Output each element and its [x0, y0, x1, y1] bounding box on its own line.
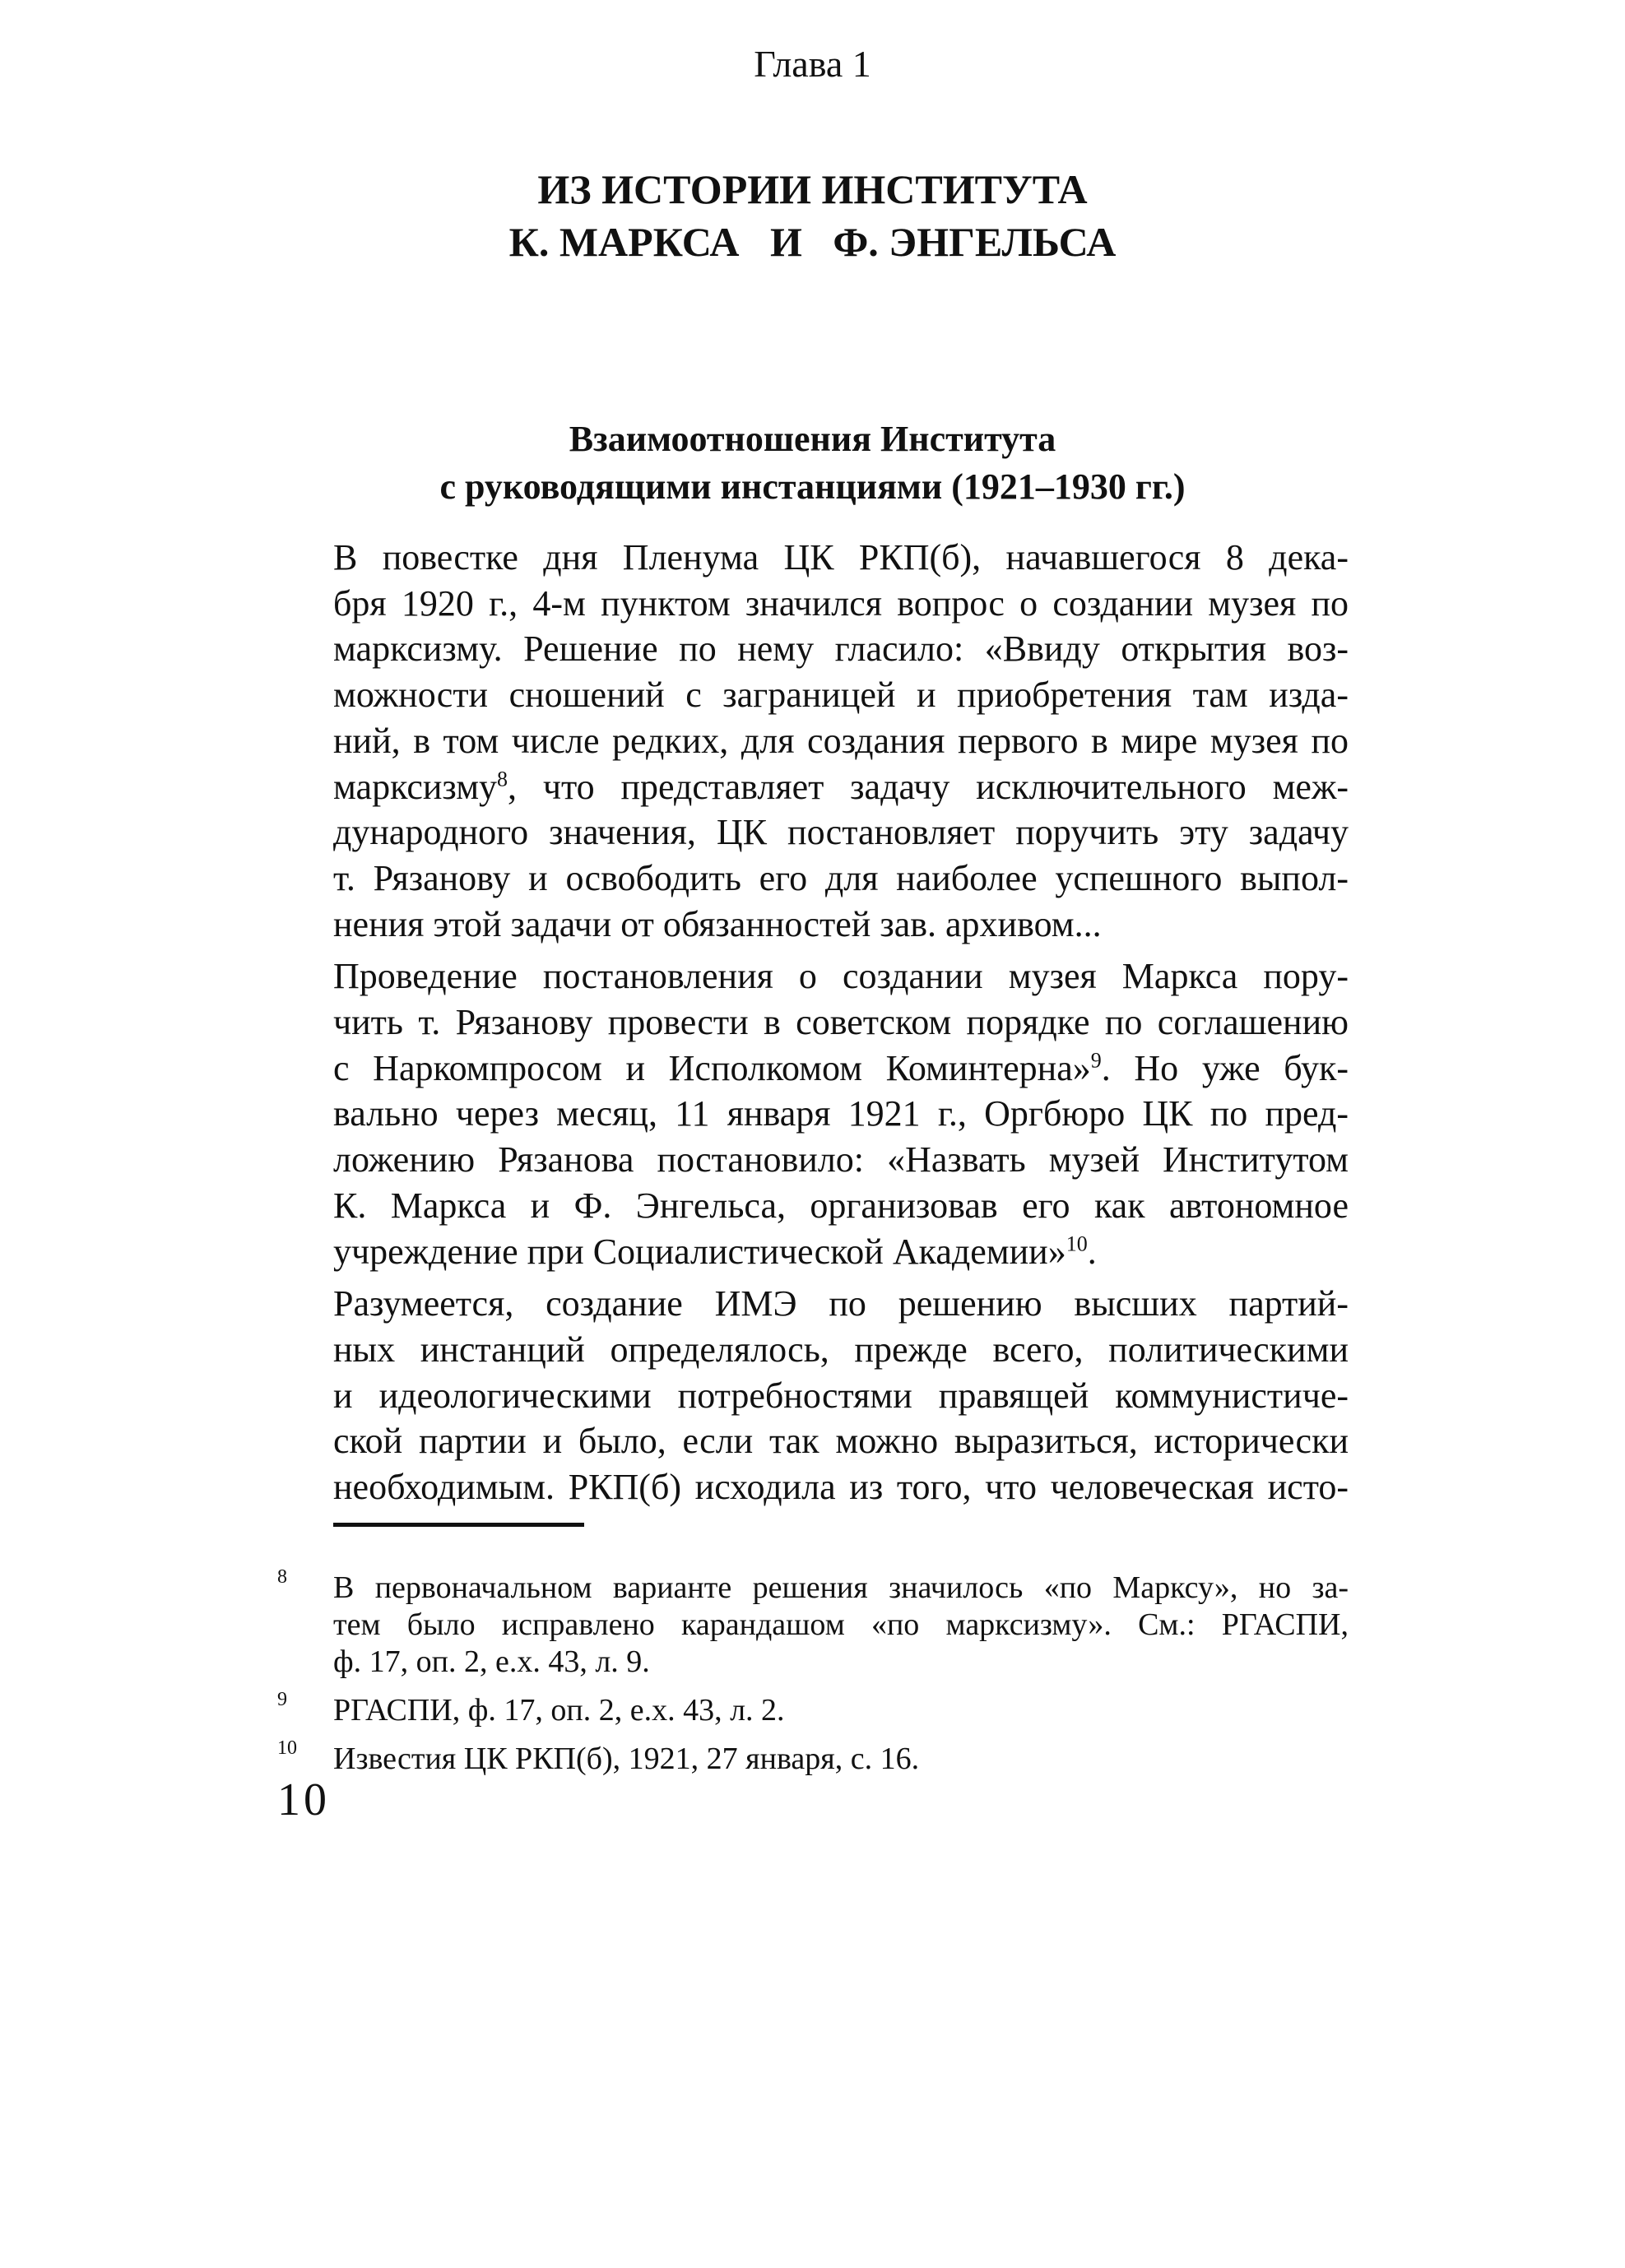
footnote-text	[333, 1741, 1349, 1778]
text-fragment: .	[1087, 1231, 1097, 1272]
footnote-text	[333, 1692, 1349, 1729]
chapter-title-line-2: К. МАРКСА И Ф. ЭНГЕЛЬСА	[508, 219, 1117, 265]
text-line: т. Рязанову и освободить его для наиболее успешного выпол-	[333, 857, 1349, 898]
text-line: нения этой задачи от обязанностей зав. архивом...	[333, 903, 1102, 944]
text-line: Разумеется, создание ИМЭ по решению высших партий-	[333, 1283, 1349, 1324]
section-title	[0, 415, 1625, 511]
footnote-line: РГАСПИ, ф. 17, оп. 2, е.х. 43, л. 2.	[333, 1693, 785, 1728]
footnote-divider	[333, 1523, 584, 1527]
text-line: марксизму. Решение по нему гласило: «Ввиду открытия воз-	[333, 628, 1349, 670]
paragraph-3	[277, 1281, 1349, 1510]
paragraph-2	[277, 953, 1349, 1274]
text-line: и идеологическими потребностями правящей коммунистиче-	[333, 1375, 1349, 1416]
text-line: В повестке дня Пленума ЦК РКП(б), начавшегося 8 дека-	[333, 537, 1349, 577]
footnote-text	[333, 1570, 1349, 1681]
footnote-line: ф. 17, оп. 2, е.х. 43, л. 9.	[333, 1644, 650, 1679]
text-line: ской партии и было, если так можно выразиться, исторически	[333, 1421, 1349, 1462]
chapter-title-line-1: ИЗ ИСТОРИИ ИНСТИТУТА	[537, 166, 1088, 212]
text-line: можности сношений с заграницей и приобретения там изда-	[333, 675, 1349, 716]
chapter-title	[0, 163, 1625, 268]
footnote-9	[277, 1689, 1349, 1729]
text-fragment: . Но уже бук-	[1101, 1047, 1349, 1088]
footnote-ref-10: 10	[1066, 1231, 1088, 1255]
footnote-number: 10	[277, 1737, 297, 1759]
paragraph-1	[277, 535, 1349, 947]
page-number: 10	[277, 1774, 330, 1825]
text-line	[277, 1046, 1349, 1092]
text-fragment: учреждение при Социалистической Академии»	[333, 1231, 1066, 1272]
footnote-8	[277, 1566, 1349, 1681]
footnote-line: тем было исправлено карандашом «по марксизму». См.: РГАСПИ,	[333, 1607, 1349, 1642]
text-line: вально через месяц, 11 января 1921 г., Оргбюро ЦК по пред-	[333, 1093, 1349, 1134]
footnotes	[277, 1566, 1349, 1789]
chapter-heading: Глава 1	[754, 43, 871, 85]
footnote-10	[277, 1737, 1349, 1778]
text-line: ных инстанций определялось, прежде всего, политическими	[333, 1329, 1349, 1370]
footnote-ref-8: 8	[497, 766, 508, 791]
text-line	[277, 1229, 1349, 1275]
footnote-ref-9: 9	[1090, 1048, 1102, 1073]
text-line: ний, в том числе редких, для создания первого в мире музея по	[333, 720, 1349, 761]
footnote-line: Известия ЦК РКП(б), 1921, 27 января, с. 16.	[333, 1742, 920, 1776]
footnote-number: 9	[277, 1689, 287, 1710]
text-line: чить т. Рязанову провести в советском порядке по соглашению	[333, 1002, 1349, 1043]
section-title-line-2: с руководящими инстанциями (1921–1930 гг.)	[439, 466, 1186, 507]
text-line	[277, 764, 1349, 810]
text-line: бря 1920 г., 4-м пунктом значился вопрос о создании музея по	[333, 582, 1349, 624]
section-title-line-1: Взаимоотношения Института	[569, 419, 1056, 459]
text-line: ложению Рязанова постановило: «Назвать музей Институтом	[333, 1139, 1349, 1180]
text-fragment: с Наркомпросом и Исполкомом Коминтерна»	[333, 1047, 1091, 1088]
footnote-number: 8	[277, 1566, 287, 1588]
body-text	[277, 535, 1349, 1517]
text-line: необходимым. РКП(б) исходила из того, что человеческая исто-	[333, 1467, 1349, 1508]
text-line: дународного значения, ЦК постановляет поручить эту задачу	[333, 812, 1349, 853]
text-fragment: , что представляет задачу исключительного меж-	[508, 766, 1349, 807]
text-line: К. Маркса и Ф. Энгельса, организовав его как автономное	[333, 1185, 1349, 1226]
text-line: Проведение постановления о создании музея Маркса пору-	[333, 956, 1349, 997]
footnote-line: В первоначальном варианте решения значилось «по Марксу», но за-	[333, 1570, 1349, 1605]
text-fragment: марксизму	[333, 766, 498, 807]
